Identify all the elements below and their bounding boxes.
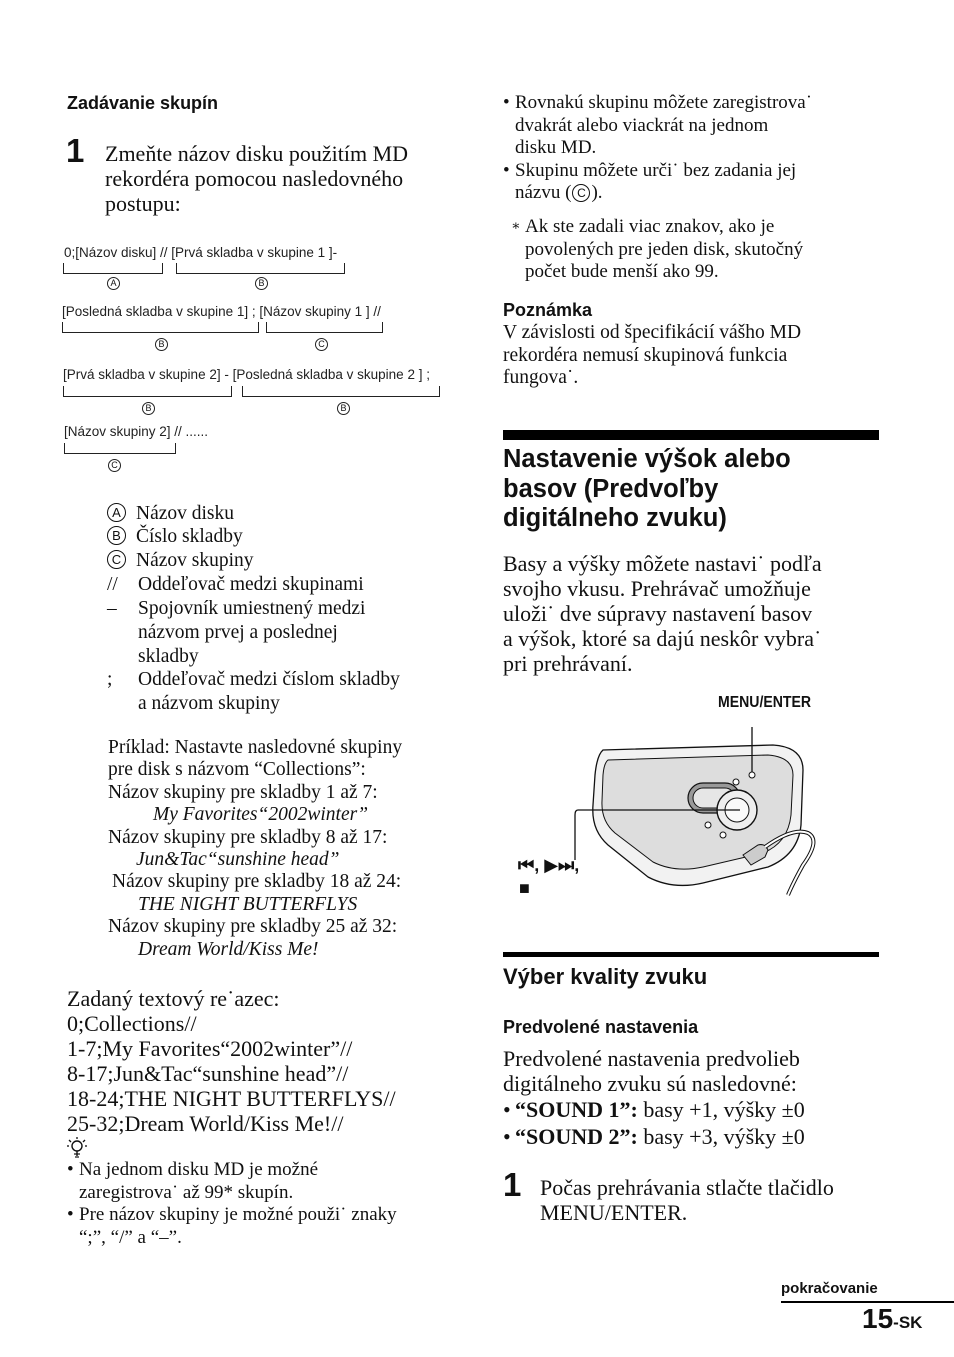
marker-b: B — [142, 402, 155, 415]
legend-item: a názvom skupiny — [138, 693, 280, 714]
legend-item: B Číslo skladby — [107, 525, 243, 549]
list-item: • Skupinu môžete urči˙ bez zadania jej názvu ( C ). — [503, 160, 863, 205]
presets-intro: Predvolené nastavenia predvolieb digitálneho zvuku sú nasledovné: — [503, 1046, 800, 1096]
control-buttons-label: ⏮, ▶⏭, — [518, 855, 580, 875]
step-number: 1 — [503, 1166, 522, 1203]
marker-b: B — [255, 277, 268, 290]
legend-item: C Názov skupiny — [107, 549, 254, 573]
presets-list — [503, 1097, 883, 1149]
example-block: Príklad: Nastavte nasledovné skupiny pre disk s názvom “Collections”: Názov skupiny pre skladby 1 až 7: My Favorites“2002winter” Názov skupiny pre skladby 8 až 17: Jun&Tac“sunshine head” Názov skupiny pre skladby 18 až 24: THE NIGHT BUTTERFLYS Názov skupiny pre skladby 25 až 32: Dream World/Kiss Me! — [108, 737, 403, 960]
continued-label: pokračovanie — [781, 1280, 878, 1297]
step-number: 1 — [66, 132, 85, 169]
step1-text: Zmeňte názov disku použitím MD rekordéra pomocou nasledovného postupu: — [105, 141, 409, 216]
bracket — [62, 322, 259, 333]
bracket — [63, 386, 232, 397]
group-entry-heading: Zadávanie skupín — [67, 93, 219, 113]
bracket — [64, 443, 176, 454]
marker-a: A — [107, 277, 120, 290]
diagram-line-4: [Názov skupiny 2] // ...... — [64, 424, 209, 439]
diagram-line-3: [Prvá skladba v skupine 2] - [Posledná skladba v skupine 2 ] ; — [63, 367, 430, 382]
step1-text: Počas prehrávania stlačte tlačidlo MENU/ENTER. — [540, 1175, 834, 1225]
list-item: • Rovnakú skupinu môžete zaregistrova˙ dvakrát alebo viackrát na jednom disku MD. — [503, 92, 863, 160]
bracket — [63, 263, 163, 274]
legend-item: // Oddeľovač medzi skupinami — [107, 574, 364, 595]
lightbulb-icon — [66, 1136, 88, 1160]
result-string: Zadaný textový re˙azec: 0;Collections// 1-7;My Favorites“2002winter”// 8-17;Jun&Tac“sunshine head”// 18-24;THE NIGHT BUTTERFLYS// 25-32;Dream World/Kiss Me!// — [67, 986, 396, 1136]
bracket — [176, 263, 345, 274]
list-item: • Na jednom disku MD je možné zaregistrova˙ až 99* skupín. — [67, 1159, 467, 1204]
legend-item: ; Oddeľovač medzi číslom skladby — [107, 669, 400, 690]
subsection-rule — [503, 952, 879, 957]
marker-c: C — [315, 338, 328, 351]
legend-item: – Spojovník umiestnený medzi — [107, 598, 366, 619]
marker-c: C — [108, 459, 121, 472]
bracket — [266, 322, 383, 333]
legend-item: A Názov disku — [107, 502, 234, 526]
menu-enter-label: MENU/ENTER — [718, 694, 812, 711]
list-item: • “SOUND 2”: basy +3, výšky ±0 — [503, 1124, 883, 1149]
md-player-illustration — [503, 715, 833, 905]
diagram-line-1: 0;[Názov disku] // [Prvá skladba v skupine 1 ]- — [64, 245, 338, 260]
list-item: • Pre názov skupiny je možné použi˙ znaky “;”, “/” a “–”. — [67, 1204, 467, 1249]
subsection-title: Výber kvality zvuku — [503, 964, 708, 989]
note-heading: Poznámka — [503, 300, 593, 320]
section-title: Nastavenie výšok alebo basov (Predvoľby digitálneho zvuku) — [503, 445, 791, 532]
bracket — [242, 386, 440, 397]
list-item: • “SOUND 1”: basy +1, výšky ±0 — [503, 1097, 883, 1122]
legend-item: názvom prvej a poslednej — [138, 622, 338, 643]
footnote: ∗ Ak ste zadali viac znakov, ako je povolených pre jeden disk, skutočný počet bude menší ako 99. — [511, 216, 804, 282]
tips-list — [67, 1159, 467, 1249]
group-notes-list — [503, 92, 863, 205]
note-text: V závislosti od špecifikácií vášho MD rekordéra nemusí skupinová funkcia fungova˙. — [503, 322, 802, 388]
legend-item: skladby — [138, 646, 199, 667]
section-rule — [503, 430, 879, 440]
stop-icon: ■ — [519, 878, 530, 898]
marker-b: B — [337, 402, 350, 415]
diagram-line-2: [Posledná skladba v skupine 1] ; [Názov skupiny 1 ] // — [62, 304, 381, 319]
marker-c: C — [572, 184, 590, 202]
page-number: 15-SK — [862, 1303, 923, 1334]
presets-heading: Predvolené nastavenia — [503, 1017, 699, 1037]
marker-b: B — [155, 338, 168, 351]
section-intro: Basy a výšky môžete nastavi˙ podľa svojho vkusu. Prehrávač umožňuje uloži˙ dve súpravy nastavení basov a výšok, ktoré sa dajú neskôr vybra˙ pri prehrávaní. — [503, 551, 822, 676]
